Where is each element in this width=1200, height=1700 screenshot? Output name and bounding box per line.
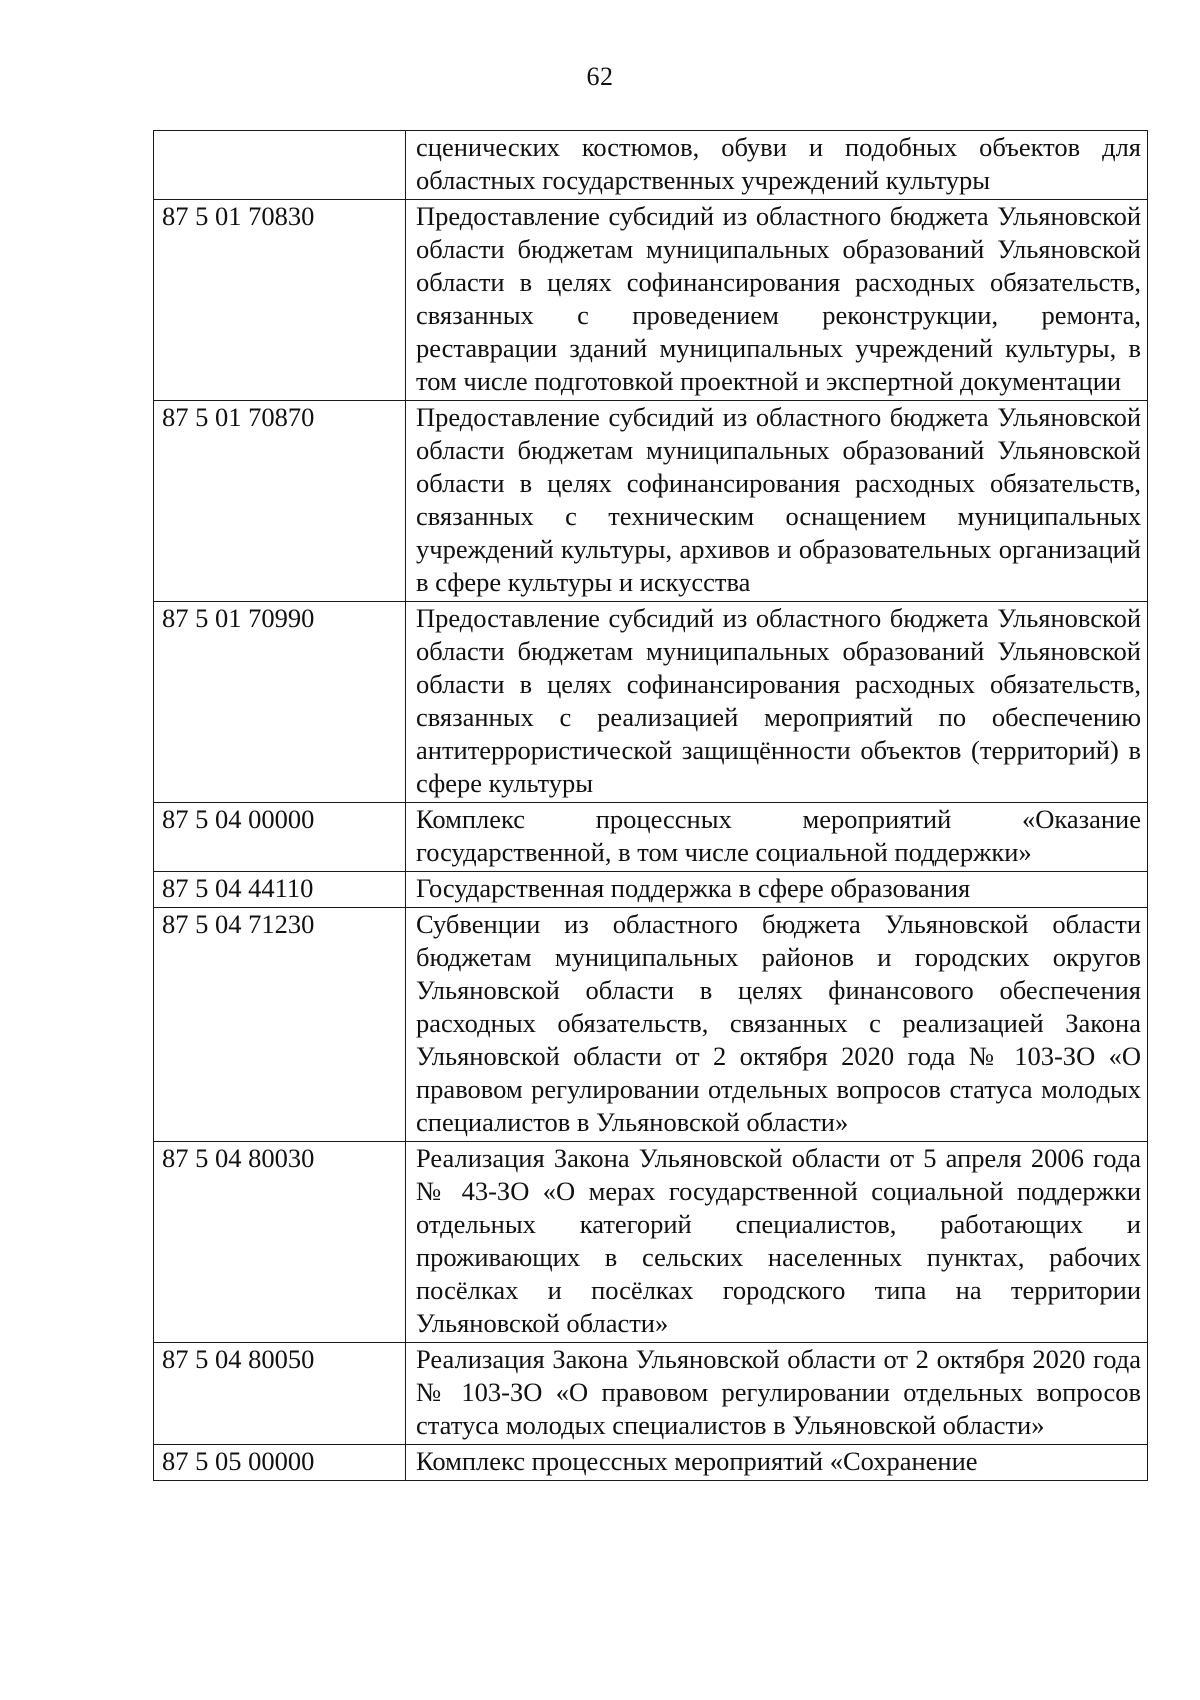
- row-code: 87 5 04 71230: [154, 908, 406, 1142]
- row-description: Предоставление субсидий из областного бюджета Ульяновской области бюджетам муниципальных образований Ульяновской области в целях софинансирования расходных обязательств, связанных с техническим оснащением муниципальных учреждений культуры, архивов и образовательных организаций в сфере культуры и искусства: [406, 401, 1148, 602]
- table-row: [154, 908, 1148, 1142]
- row-description: Комплекс процессных мероприятий «Сохранение: [406, 1445, 1148, 1481]
- table-row: [154, 1142, 1148, 1343]
- table-row: [154, 602, 1148, 803]
- row-code: [154, 131, 406, 200]
- row-code: 87 5 01 70870: [154, 401, 406, 602]
- budget-classification-table: [153, 130, 1148, 1481]
- row-description: Субвенции из областного бюджета Ульяновской области бюджетам муниципальных районов и городских округов Ульяновской области в целях финансового обеспечения расходных обязательств, связанных с реализацией Закона Ульяновской области от 2 октября 2020 года № 103-ЗО «О правовом регулировании отдельных вопросов статуса молодых специалистов в Ульяновской области»: [406, 908, 1148, 1142]
- row-code: 87 5 05 00000: [154, 1445, 406, 1481]
- row-description: Реализация Закона Ульяновской области от 5 апреля 2006 года № 43-ЗО «О мерах государственной социальной поддержки отдельных категорий специалистов, работающих и проживающих в сельских населенных пунктах, рабочих посёлках и посёлках городского типа на территории Ульяновской области»: [406, 1142, 1148, 1343]
- page-number: 62: [586, 62, 614, 91]
- table-row: [154, 872, 1148, 908]
- row-code: 87 5 04 80030: [154, 1142, 406, 1343]
- row-code: 87 5 04 00000: [154, 803, 406, 872]
- row-code: 87 5 01 70990: [154, 602, 406, 803]
- row-description: Реализация Закона Ульяновской области от 2 октября 2020 года № 103-ЗО «О правовом регулировании отдельных вопросов статуса молодых специалистов в Ульяновской области»: [406, 1343, 1148, 1445]
- row-description: Предоставление субсидий из областного бюджета Ульяновской области бюджетам муниципальных образований Ульяновской области в целях софинансирования расходных обязательств, связанных с проведением реконструкции, ремонта, реставрации зданий муниципальных учреждений культуры, в том числе подготовкой проектной и экспертной документации: [406, 200, 1148, 401]
- row-code: 87 5 04 44110: [154, 872, 406, 908]
- row-description: Государственная поддержка в сфере образования: [406, 872, 1148, 908]
- row-description: Предоставление субсидий из областного бюджета Ульяновской области бюджетам муниципальных образований Ульяновской области в целях софинансирования расходных обязательств, связанных с реализацией мероприятий по обеспечению антитеррористической защищённости объектов (территорий) в сфере культуры: [406, 602, 1148, 803]
- row-code: 87 5 01 70830: [154, 200, 406, 401]
- row-description: Комплекс процессных мероприятий «Оказание государственной, в том числе социальной поддержки»: [406, 803, 1148, 872]
- row-description: сценических костюмов, обуви и подобных объектов для областных государственных учреждений культуры: [406, 131, 1148, 200]
- table-row: [154, 1445, 1148, 1481]
- table-row: [154, 1343, 1148, 1445]
- table-row: [154, 803, 1148, 872]
- table-row: [154, 200, 1148, 401]
- table-row: [154, 131, 1148, 200]
- table-row: [154, 401, 1148, 602]
- row-code: 87 5 04 80050: [154, 1343, 406, 1445]
